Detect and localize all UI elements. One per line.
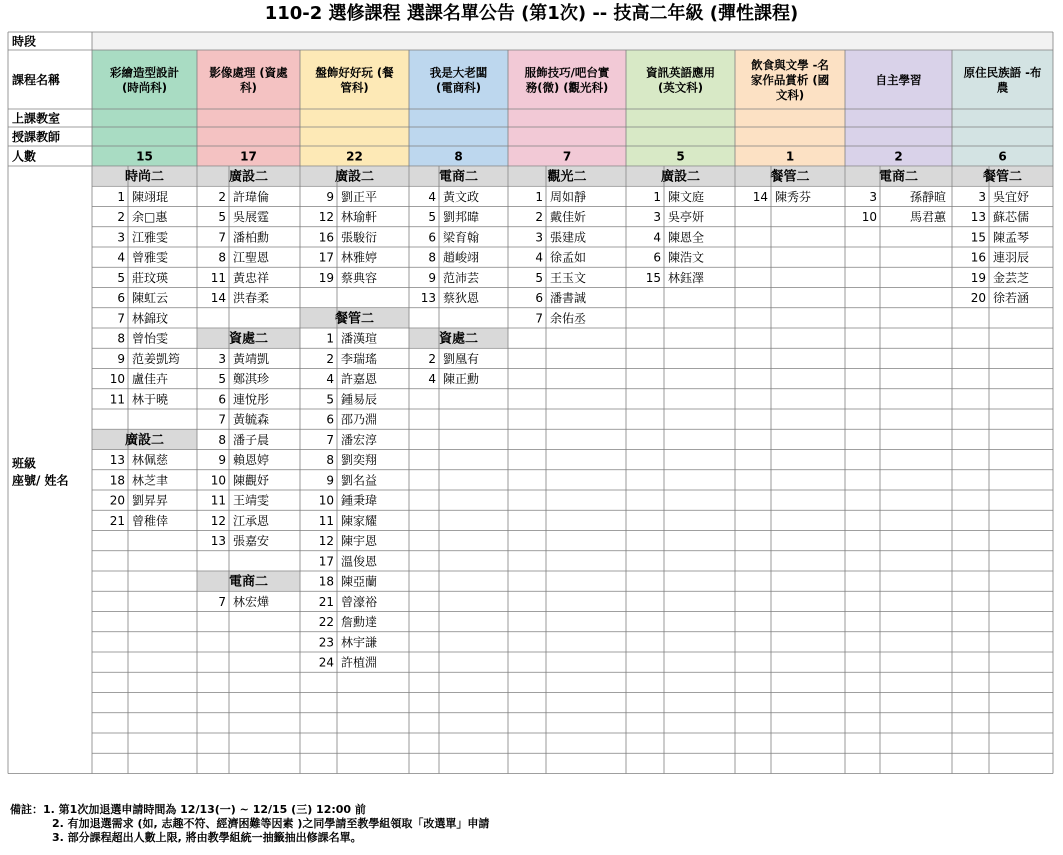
course-name: 家作品賞析 (國 (750, 73, 830, 87)
seat-number: 7 (117, 311, 125, 326)
class-group-header: 電商二 (228, 574, 269, 590)
student-name: 許瑋倫 (233, 189, 270, 204)
student-name: 陳恩全 (668, 230, 705, 245)
seat-number: 9 (218, 453, 226, 468)
student-count: 15 (136, 149, 153, 164)
course-name: 科) (240, 80, 257, 95)
student-name: 溫俊恩 (341, 554, 378, 569)
student-name: 劉正平 (341, 189, 378, 204)
seat-number: 7 (218, 594, 226, 609)
seat-number: 20 (970, 291, 986, 306)
class-group-header: 廣設二 (228, 169, 269, 185)
student-name: 鄭淇珍 (233, 372, 270, 387)
seat-number: 11 (210, 493, 226, 508)
seat-number: 12 (318, 534, 334, 549)
row-header-class-seat-name: 座號/ 姓名 (12, 473, 69, 488)
student-name: 鍾秉瑋 (341, 493, 378, 508)
student-name: 吳亭妍 (668, 210, 705, 225)
student-name: 陳正勳 (443, 372, 480, 387)
student-name: 蔡狄恩 (443, 291, 480, 306)
seat-number: 8 (326, 453, 334, 468)
student-name: 徐孟如 (550, 250, 587, 265)
class-group-header: 廣設二 (124, 432, 165, 448)
student-name: 張建成 (550, 230, 587, 245)
class-group-header: 資處二 (228, 331, 269, 347)
seat-number: 9 (326, 473, 334, 488)
student-name: 黃文政 (443, 189, 480, 204)
notes-section (10, 803, 489, 845)
student-count: 22 (346, 149, 363, 164)
student-name: 黃靖凱 (233, 351, 270, 366)
note-line-2: 2. 有加退選需求 (如, 志趣不符、經濟困難等因素 )之同學請至教學組領取「改選單」申請 (52, 817, 490, 830)
student-name: 賴恩婷 (233, 453, 270, 468)
seat-number: 3 (117, 230, 125, 245)
seat-number: 8 (428, 250, 436, 265)
student-name: 陳觀妤 (233, 473, 270, 488)
seat-number: 1 (117, 189, 125, 204)
course-name: 務(微) (觀光科) (525, 80, 609, 95)
student-name: 林錦玟 (132, 311, 169, 326)
seat-number: 6 (218, 392, 226, 407)
student-name: 陳文庭 (668, 189, 705, 204)
student-name: 孫靜暄 (909, 189, 946, 204)
student-name: 曾怡雯 (132, 331, 169, 346)
seat-number: 8 (218, 432, 226, 447)
seat-number: 13 (109, 453, 125, 468)
student-name: 周如靜 (550, 189, 587, 204)
seat-number: 1 (535, 189, 543, 204)
student-name: 趙峻翊 (443, 250, 480, 265)
seat-number: 17 (318, 250, 334, 265)
seat-number: 5 (428, 210, 436, 225)
seat-number: 7 (218, 230, 226, 245)
seat-number: 22 (318, 615, 334, 630)
student-name: 林佩慈 (132, 453, 169, 468)
student-name: 黃忠祥 (233, 270, 270, 285)
student-name: 連羽辰 (993, 250, 1030, 265)
student-name: 陳家耀 (341, 513, 378, 528)
note-line-1: 備註：1. 第1次加退選申請時間為 12/13(一) ~ 12/15 (三) 12:00 前 (10, 803, 366, 816)
page-title: 110-2 選修課程 選課名單公告 (第1次) -- 技高二年級 (彈性課程) (264, 3, 799, 24)
seat-number: 19 (318, 270, 334, 285)
student-name: 蔡典容 (341, 270, 378, 285)
seat-number: 5 (326, 392, 334, 407)
student-name: 潘漢瑄 (341, 331, 378, 346)
student-name: 許嘉恩 (341, 372, 378, 387)
seat-number: 4 (326, 372, 334, 387)
student-name: 林瑜軒 (341, 210, 378, 225)
course-name: 文科) (775, 88, 805, 102)
student-name: 曾濠裕 (341, 594, 378, 609)
student-count: 8 (454, 149, 463, 164)
seat-number: 9 (117, 351, 125, 366)
class-group-header: 廣設二 (660, 169, 701, 185)
seat-number: 4 (535, 250, 543, 265)
seat-number: 7 (535, 311, 543, 326)
seat-number: 10 (318, 493, 334, 508)
student-name: 張嘉安 (233, 534, 270, 549)
seat-number: 11 (318, 513, 334, 528)
seat-number: 2 (218, 189, 226, 204)
student-count: 7 (562, 149, 572, 164)
student-name: 鍾易辰 (341, 392, 378, 407)
student-name: 曾稚倖 (132, 513, 169, 528)
seat-number: 5 (218, 372, 226, 387)
row-header-period: 時段 (12, 34, 37, 49)
seat-number: 21 (318, 594, 334, 609)
seat-number: 16 (318, 230, 334, 245)
course-name: (時尚科) (121, 80, 168, 95)
student-name: 王靖雯 (233, 493, 270, 508)
class-group-header: 資處二 (438, 331, 479, 347)
seat-number: 3 (653, 210, 661, 225)
class-group-header: 餐管二 (982, 169, 1023, 185)
seat-number: 13 (970, 210, 986, 225)
student-name: 王玉文 (550, 270, 587, 285)
student-name: 戴佳妡 (550, 210, 587, 225)
seat-number: 12 (210, 513, 226, 528)
period-row-bg (92, 32, 1053, 50)
course-name: 我是大老闆 (429, 65, 488, 80)
seat-number: 10 (210, 473, 226, 488)
seat-number: 12 (318, 210, 334, 225)
course-name: 影像處理 (資處 (209, 65, 288, 80)
student-name: 陳秀芬 (775, 189, 812, 204)
student-name: 蘇芯儒 (993, 210, 1030, 225)
seat-number: 3 (869, 189, 877, 204)
student-name: 莊玟瑛 (132, 270, 169, 285)
student-name: 詹勳達 (341, 615, 378, 630)
seat-number: 2 (117, 210, 125, 225)
seat-number: 8 (117, 331, 125, 346)
student-name: 林于曉 (132, 392, 169, 407)
seat-number: 10 (861, 210, 877, 225)
student-name: 曾雅雯 (132, 250, 169, 265)
seat-number: 6 (428, 230, 436, 245)
seat-number: 2 (535, 210, 543, 225)
seat-number: 6 (653, 250, 661, 265)
seat-number: 20 (109, 493, 125, 508)
seat-number: 11 (109, 392, 125, 407)
seat-number: 2 (326, 351, 334, 366)
seat-number: 3 (218, 351, 226, 366)
student-name: 李瑞瑤 (341, 351, 378, 366)
student-name: 馬君蕙 (909, 210, 946, 225)
seat-number: 6 (117, 291, 125, 306)
student-name: 劉昇昇 (132, 493, 169, 508)
course-name: 原住民族語 -布 (963, 65, 1042, 80)
seat-number: 14 (210, 291, 226, 306)
student-name: 陳亞蘭 (341, 574, 378, 589)
student-name: 劉名益 (341, 473, 378, 488)
student-name: 徐若涵 (993, 291, 1030, 306)
course-name: 資訊英語應用 (646, 65, 715, 80)
seat-number: 15 (645, 270, 661, 285)
course-name: 農 (996, 80, 1009, 95)
student-name: 劉凰有 (443, 351, 480, 366)
seat-number: 6 (535, 291, 543, 306)
seat-number: 4 (117, 250, 125, 265)
student-name: 陳翊琨 (132, 189, 169, 204)
student-name: 潘柏勳 (233, 230, 270, 245)
student-name: 陳浩文 (668, 250, 705, 265)
student-count: 5 (676, 149, 685, 164)
class-group-header: 電商二 (438, 169, 479, 185)
student-name: 黃毓森 (233, 412, 270, 427)
student-name: 陳孟琴 (993, 230, 1030, 245)
seat-number: 3 (978, 189, 986, 204)
course-name: 自主學習 (875, 73, 922, 87)
seat-number: 14 (752, 189, 768, 204)
seat-number: 4 (653, 230, 661, 245)
student-name: 潘書誠 (550, 291, 587, 306)
student-count: 17 (240, 149, 257, 164)
student-name: 吳宜妤 (993, 189, 1030, 204)
course-name: 管科) (340, 80, 369, 95)
course-name: 盤飾好好玩 (餐 (315, 65, 394, 80)
student-name: 范沛芸 (443, 270, 480, 285)
seat-number: 18 (109, 473, 125, 488)
seat-number: 13 (420, 291, 436, 306)
student-count: 6 (998, 149, 1007, 164)
course-name: 服飾技巧/吧台實 (524, 65, 610, 80)
class-group-header: 時尚二 (124, 169, 165, 185)
student-name: 張駿衍 (341, 230, 378, 245)
student-name: 江承恩 (233, 513, 270, 528)
seat-number: 23 (318, 635, 334, 650)
seat-number: 15 (970, 230, 986, 245)
note-line-3: 3. 部分課程超出人數上限, 將由教學組統一抽籤抽出修課名單。 (52, 831, 362, 844)
seat-number: 5 (117, 270, 125, 285)
seat-number: 4 (428, 189, 436, 204)
student-name: 潘子晨 (233, 432, 270, 447)
student-count: 2 (894, 149, 903, 164)
student-name: 余佑丞 (550, 311, 587, 326)
class-group-header: 廣設二 (334, 169, 375, 185)
student-name: 金芸芝 (993, 270, 1030, 285)
student-name: 林雅婷 (341, 250, 378, 265)
row-header-course-name: 課程名稱 (12, 73, 61, 87)
seat-number: 11 (210, 270, 226, 285)
seat-number: 7 (218, 412, 226, 427)
class-group-header: 觀光二 (547, 169, 587, 185)
seat-number: 21 (109, 513, 125, 528)
student-name: 林宏燁 (233, 594, 270, 609)
row-header-class-seat-name: 班級 (12, 456, 37, 471)
seat-number: 4 (428, 372, 436, 387)
course-name: (英文科) (657, 80, 704, 95)
course-name: 彩繪造型設計 (110, 65, 179, 80)
seat-number: 2 (428, 351, 436, 366)
student-name: 連悅彤 (233, 392, 270, 407)
seat-number: 5 (535, 270, 543, 285)
seat-number: 18 (318, 574, 334, 589)
student-name: 江雅雯 (132, 230, 169, 245)
student-name: 陳虹云 (132, 291, 169, 306)
student-name: 梁育翰 (443, 230, 480, 245)
class-group-header: 餐管二 (334, 311, 375, 327)
seat-number: 5 (218, 210, 226, 225)
student-count: 1 (785, 149, 795, 164)
student-name: 林宇謙 (341, 635, 378, 650)
seat-number: 13 (210, 534, 226, 549)
student-name: 劉邦暐 (443, 210, 480, 225)
seat-number: 9 (326, 189, 334, 204)
student-name: 江聖恩 (233, 250, 270, 265)
seat-number: 19 (970, 270, 986, 285)
student-name: 劉奕翔 (341, 453, 378, 468)
student-name: 林鈺澤 (668, 270, 705, 285)
seat-number: 17 (318, 554, 334, 569)
row-header-classroom: 上課教室 (12, 111, 61, 126)
seat-number: 9 (428, 270, 436, 285)
course-name: (電商科) (435, 80, 482, 95)
student-name: 盧佳卉 (132, 372, 169, 387)
seat-number: 24 (318, 655, 334, 670)
row-header-count: 人數 (12, 149, 37, 164)
seat-number: 7 (326, 432, 334, 447)
seat-number: 16 (970, 250, 986, 265)
student-name: 吳展霆 (233, 210, 270, 225)
student-name: 范姜凱筠 (132, 351, 181, 366)
seat-number: 1 (326, 331, 334, 346)
student-name: 許植淵 (341, 655, 378, 670)
seat-number: 3 (535, 230, 543, 245)
class-group-header: 餐管二 (770, 169, 810, 185)
course-name: 飲食與文學 -名 (751, 58, 829, 72)
row-header-teacher: 授課教師 (12, 130, 61, 144)
seat-number: 6 (326, 412, 334, 427)
student-name: 潘宏淳 (341, 432, 378, 447)
student-name: 洪春柔 (233, 291, 270, 306)
student-name: 陳宇恩 (341, 534, 378, 549)
student-name: 邵乃淵 (341, 412, 378, 427)
seat-number: 10 (109, 372, 125, 387)
seat-number: 1 (653, 189, 661, 204)
seat-number: 8 (218, 250, 226, 265)
student-name: 余□惠 (132, 210, 168, 225)
class-group-header: 電商二 (878, 169, 919, 185)
student-name: 林芝聿 (132, 473, 169, 488)
